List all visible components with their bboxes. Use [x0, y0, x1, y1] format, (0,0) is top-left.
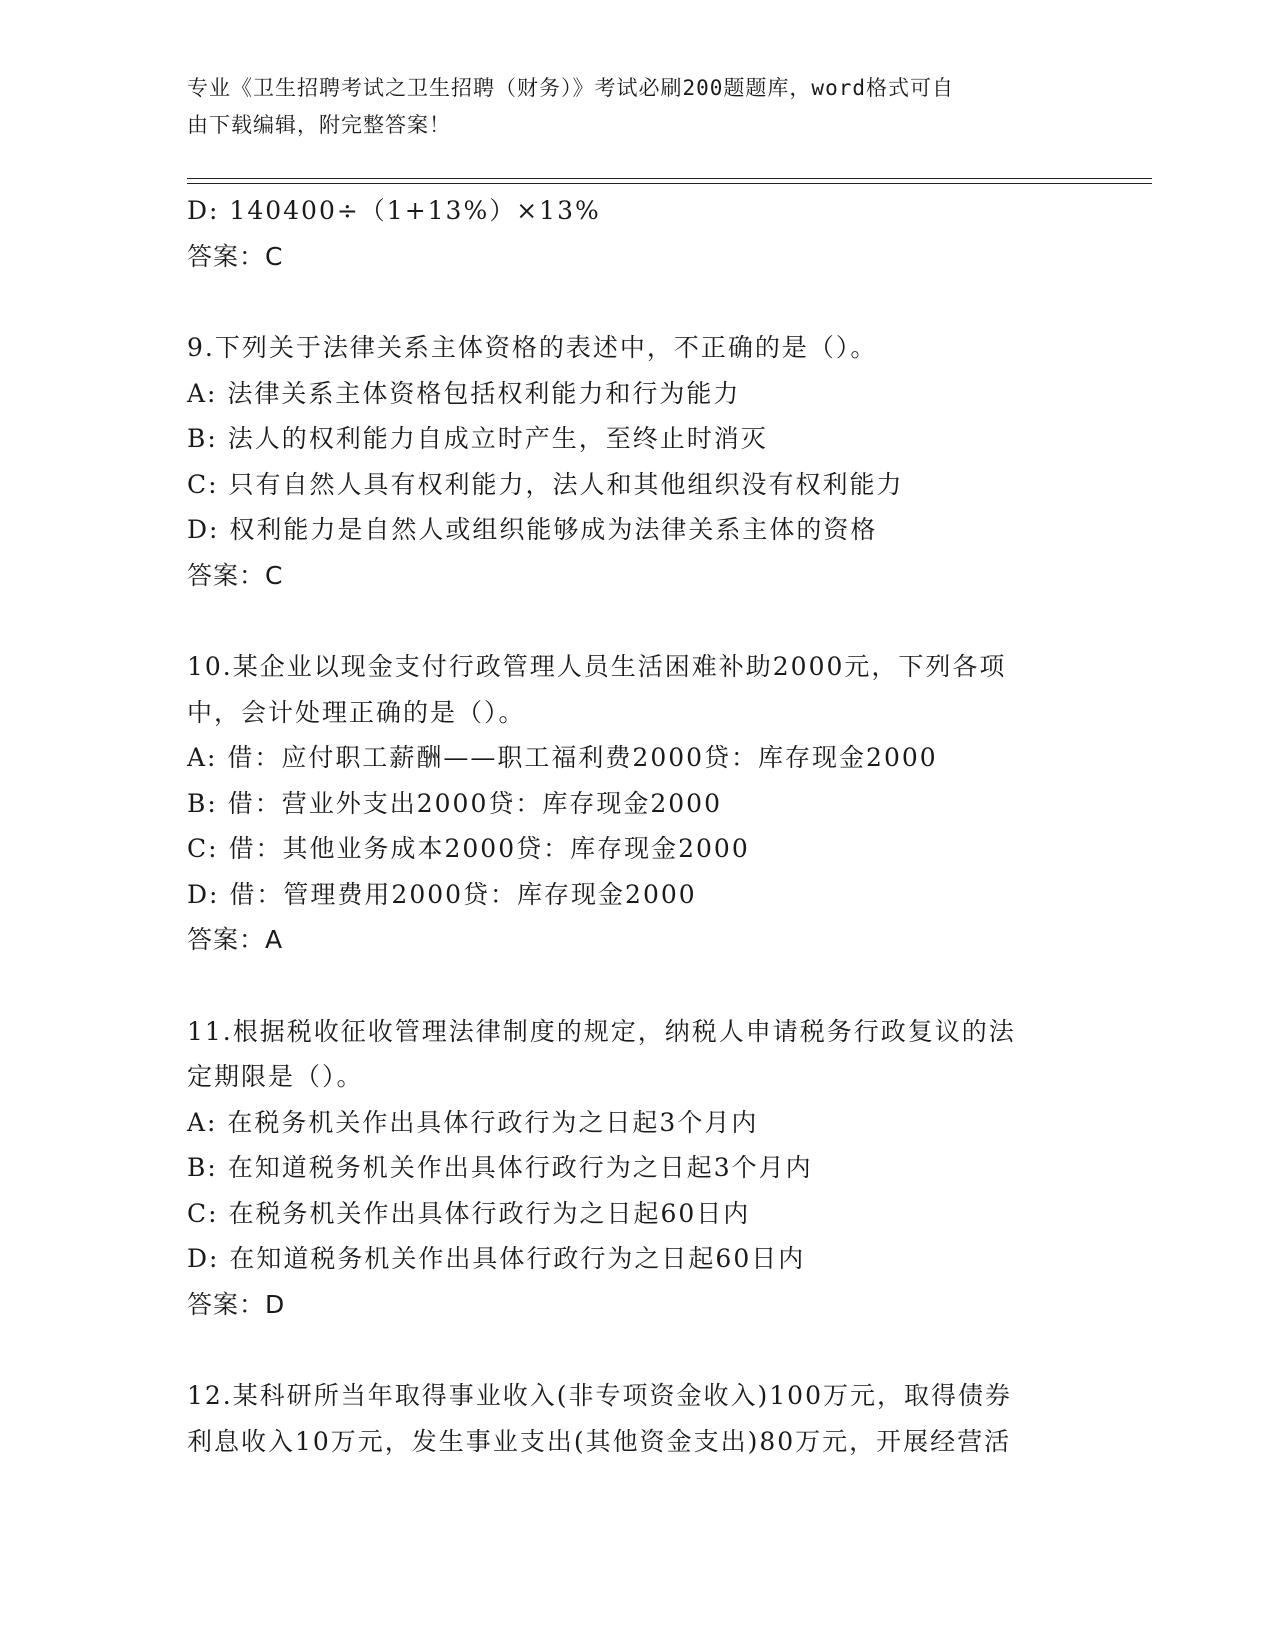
question-11 — [187, 1009, 1087, 1328]
answer-line: 答案：D — [187, 1289, 286, 1319]
answer-line: 答案：A — [187, 925, 284, 954]
document-header — [187, 70, 1087, 144]
answer-line: 答案：C — [187, 241, 284, 271]
option-b: B: 借：营业外支出2000贷：库存现金2000 — [187, 788, 722, 818]
option-a: A: 法律关系主体资格包括权利能力和行为能力 — [187, 378, 741, 408]
question-stem-line: 利息收入10万元，发生事业支出(其他资金支出)80万元，开展经营活 — [187, 1426, 1012, 1456]
previous-question-tail — [187, 188, 1087, 279]
option-c: C: 只有自然人具有权利能力，法人和其他组织没有权利能力 — [187, 469, 904, 499]
option-a: A: 在税务机关作出具体行政行为之日起3个月内 — [187, 1107, 759, 1137]
question-stem-line: 定期限是（）。 — [187, 1062, 364, 1091]
question-12 — [187, 1373, 1087, 1464]
question-stem-line: 11.根据税收征收管理法律制度的规定，纳税人申请税务行政复议的法 — [187, 1016, 1016, 1046]
header-line-2: 由下载编辑，附完整答案！ — [187, 113, 451, 137]
option-b: B: 法人的权利能力自成立时产生，至终止时消灭 — [187, 424, 768, 453]
answer-line: 答案：C — [187, 560, 284, 590]
option-c: C: 在税务机关作出具体行政行为之日起60日内 — [187, 1198, 751, 1228]
option-d: D: 借：管理费用2000贷：库存现金2000 — [187, 879, 697, 909]
header-line-1: 专业《卫生招聘考试之卫生招聘（财务）》考试必刷200题题库，word格式可自 — [187, 76, 954, 100]
question-9 — [187, 325, 1087, 598]
option-d: D: 140400÷（1+13%）×13% — [187, 196, 601, 225]
question-stem-line: 10.某企业以现金支付行政管理人员生活困难补助2000元，下列各项 — [187, 652, 1007, 681]
question-stem-line: 9.下列关于法律关系主体资格的表述中，不正确的是（）。 — [187, 333, 878, 362]
option-c: C: 借：其他业务成本2000贷：库存现金2000 — [187, 834, 750, 863]
question-stem-line: 12.某科研所当年取得事业收入(非专项资金收入)100万元，取得债券 — [187, 1381, 1012, 1410]
document-body — [187, 188, 1087, 1464]
question-10 — [187, 644, 1087, 963]
option-d: D: 在知道税务机关作出具体行政行为之日起60日内 — [187, 1244, 806, 1273]
option-b: B: 在知道税务机关作出具体行政行为之日起3个月内 — [187, 1153, 813, 1182]
question-stem-line: 中，会计处理正确的是（）。 — [187, 697, 526, 727]
option-d: D: 权利能力是自然人或组织能够成为法律关系主体的资格 — [187, 515, 878, 544]
header-rule-bottom — [187, 183, 1152, 184]
header-rule-top — [187, 178, 1152, 179]
option-a: A: 借：应付职工薪酬——职工福利费2000贷：库存现金2000 — [187, 743, 938, 772]
